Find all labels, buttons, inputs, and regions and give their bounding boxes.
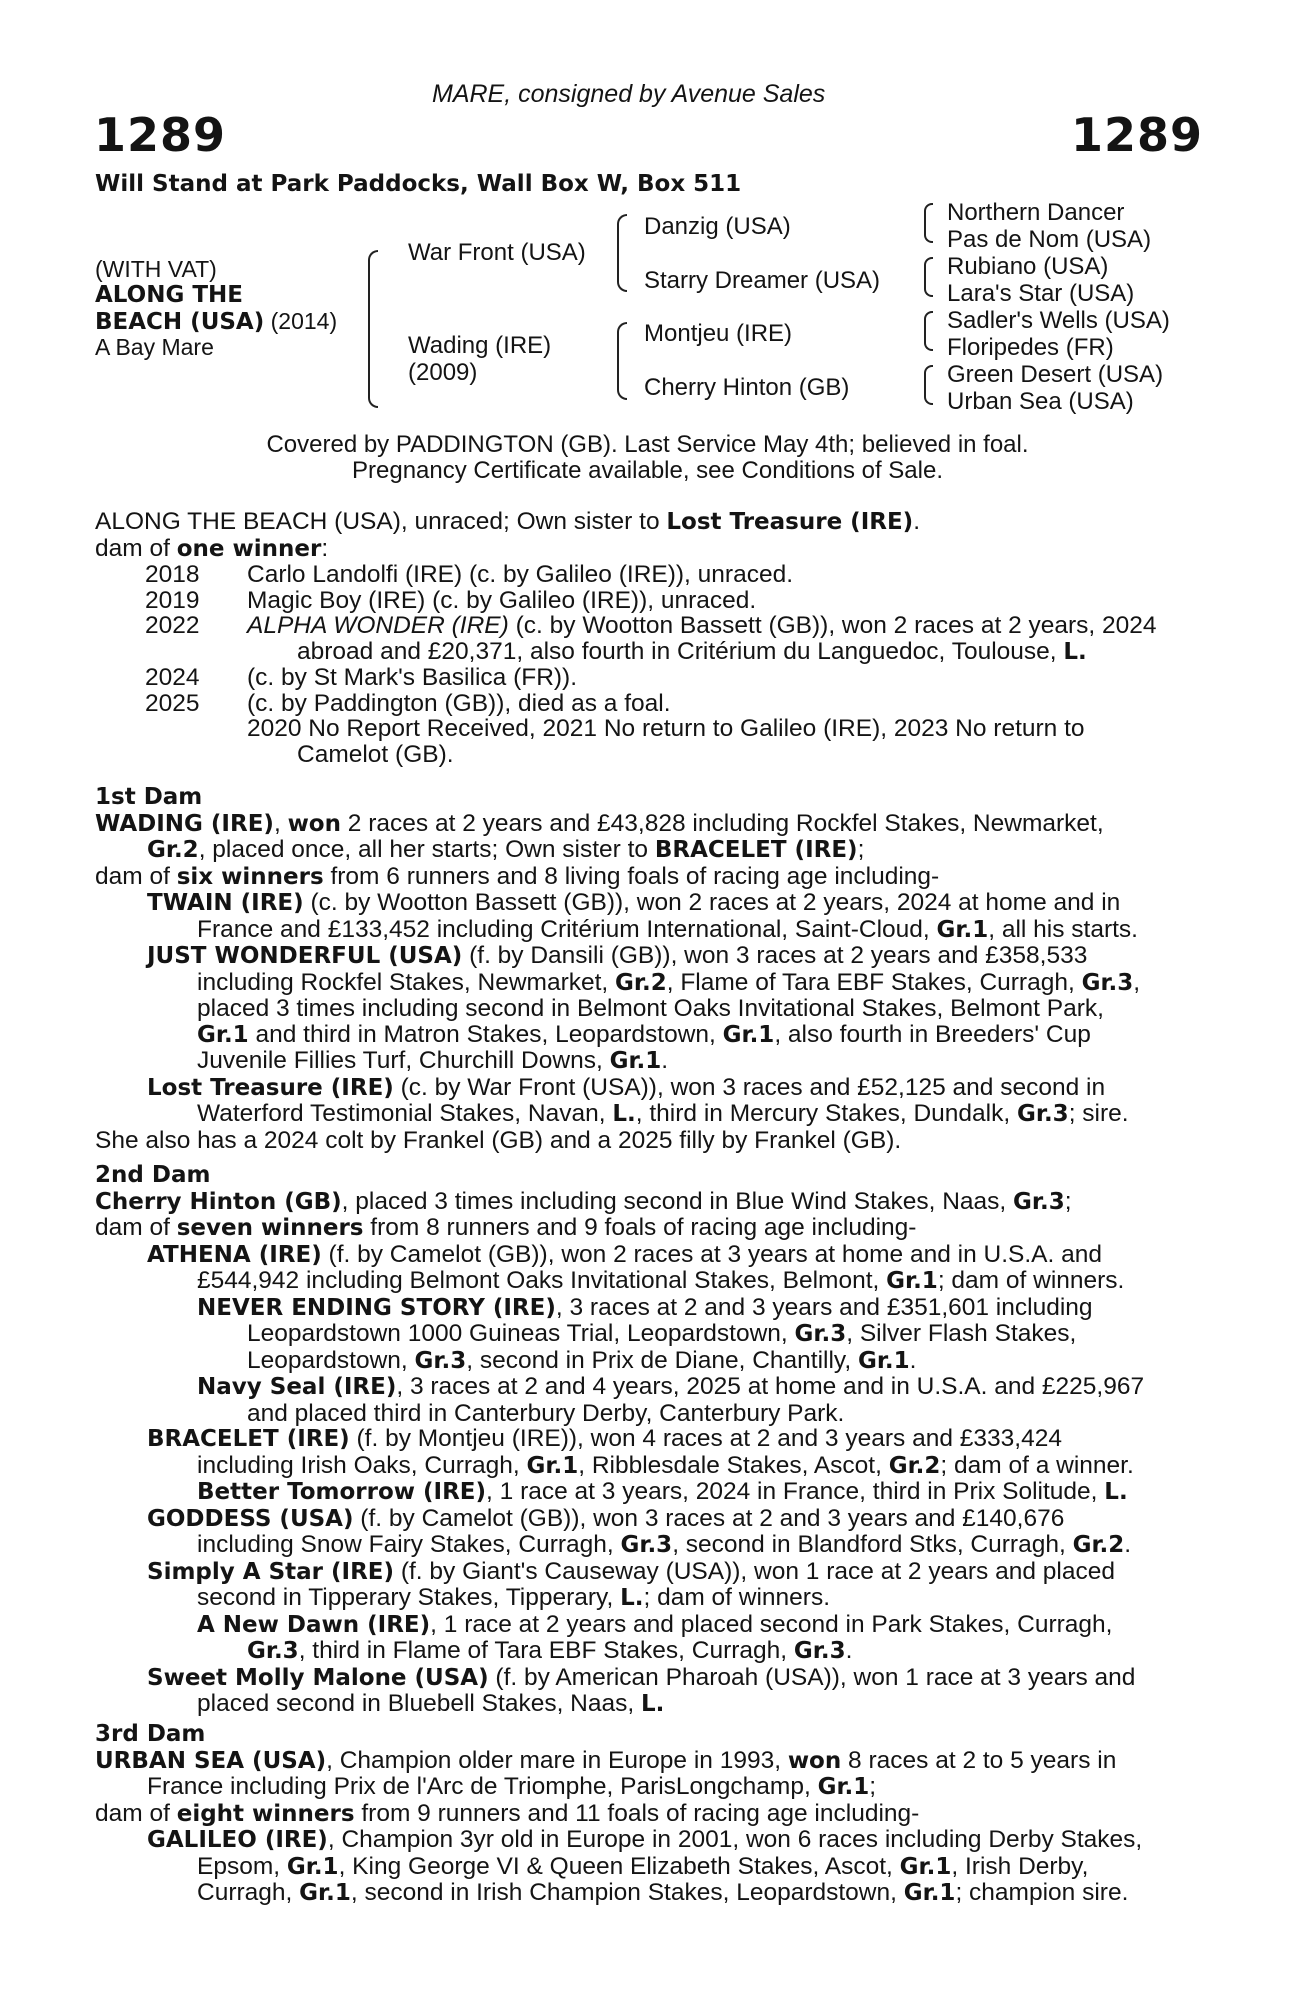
galileo-line-2: Epsom, Gr.1, King George VI & Queen Elizabeth Stakes, Ascot, Gr.1, Irish Derby, [197, 1852, 1089, 1880]
pedigree-dam-dam: Cherry Hinton (GB) [644, 374, 850, 401]
covered-line1: Covered by PADDINGTON (GB). Last Service May 4th; believed in foal. [266, 431, 1029, 458]
pedigree-brace-3a-top [924, 203, 933, 224]
pedigree-brace-3c-bottom [924, 330, 933, 351]
pedigree-ggs-2: Rubiano (USA) [947, 253, 1109, 280]
second-dam-line-1: Cherry Hinton (GB), placed 3 times including second in Blue Wind Stakes, Naas, Gr.3; [95, 1187, 1072, 1215]
pedigree-ggs-4: Green Desert (USA) [947, 361, 1164, 388]
lost-treasure-line-1: Lost Treasure (IRE) (c. by War Front (USA)), won 3 races and £52,125 and second in [147, 1073, 1106, 1101]
produce-2022-cont: abroad and £20,371, also fourth in Critérium du Languedoc, Toulouse, L. [297, 637, 1087, 665]
pedigree-brace-3d-top [924, 365, 933, 386]
horse-name-line1: ALONG THE [95, 282, 243, 308]
produce-no-report: 2020 No Report Received, 2021 No return to Galileo (IRE), 2023 No return to [247, 715, 1085, 742]
lot-number-left: 1289 [94, 108, 227, 162]
horse-name-line2-text: BEACH (USA) [95, 309, 265, 335]
third-dam-line-2: France including Prix de l'Arc de Triomphe, ParisLongchamp, Gr.1; [147, 1773, 877, 1800]
pedigree-dam-line2: (2009) [408, 359, 478, 386]
lost-treasure-line-2: Waterford Testimonial Stakes, Navan, L., third in Mercury Stakes, Dundalk, Gr.3; sire. [197, 1100, 1129, 1127]
just-wonderful-line-3: placed 3 times including second in Belmont Oaks Invitational Stakes, Belmont Park, [197, 995, 1104, 1022]
covered-line2: Pregnancy Certificate available, see Conditions of Sale. [352, 457, 943, 484]
just-wonderful-line-5: Juvenile Fillies Turf, Churchill Downs, Gr.1. [197, 1047, 669, 1074]
bracelet-line-2: including Irish Oaks, Curragh, Gr.1, Ribblesdale Stakes, Ascot, Gr.2; dam of a winner. [197, 1451, 1134, 1479]
never-ending-story-line-3: Leopardstown, Gr.3, second in Prix de Diane, Chantilly, Gr.1. [247, 1346, 917, 1374]
just-wonderful-line-4: Gr.1 and third in Matron Stakes, Leopardstown, Gr.1, also fourth in Breeders' Cup [197, 1020, 1091, 1048]
pedigree-ggd-4: Urban Sea (USA) [947, 388, 1134, 415]
horse-name-line2 [95, 308, 337, 335]
third-dam-section [95, 1722, 1190, 1907]
pedigree-brace-3b-bottom [924, 276, 933, 297]
sweet-molly-malone-line-2: placed second in Bluebell Stakes, Naas, L. [197, 1690, 665, 1717]
athena-line-2: £544,942 including Belmont Oaks Invitational Stakes, Belmont, Gr.1; dam of winners. [197, 1267, 1125, 1294]
pedigree-sire-dam: Starry Dreamer (USA) [644, 267, 881, 294]
pedigree-brace-2b-top [617, 322, 627, 362]
own-sister-name: Lost Treasure (IRE) [666, 509, 914, 535]
pedigree-brace-2b-bottom [617, 360, 627, 400]
stable-location: Will Stand at Park Paddocks, Wall Box W, Box 511 [95, 171, 742, 197]
pedigree-ggd-2: Lara's Star (USA) [947, 280, 1135, 307]
pedigree-brace-2a-bottom [617, 252, 627, 292]
twain-line-1: TWAIN (IRE) (c. by Wootton Bassett (GB)), won 2 races at 2 years, 2024 at home and in [147, 889, 1121, 916]
simply-a-star-line-1: Simply A Star (IRE) (f. by Giant's Causeway (USA)), won 1 race at 2 years and placed [147, 1557, 1115, 1585]
twain-line-2: France and £133,452 including Critérium International, Saint-Cloud, Gr.1, all his starts. [197, 915, 1138, 943]
pedigree-brace-3d-bottom [924, 384, 933, 405]
produce-2022: 2022 ALPHA WONDER (IRE) (c. by Wootton Bassett (GB)), won 2 races at 2 years, 2024 [145, 612, 1157, 639]
produce-2019: 2019 Magic Boy (IRE) (c. by Galileo (IRE)), unraced. [145, 586, 757, 614]
a-new-dawn-line-2: Gr.3, third in Flame of Tara EBF Stakes, Curragh, Gr.3. [247, 1637, 853, 1664]
third-dam-heading: 3rd Dam [95, 1721, 206, 1747]
goddess-line-1: GODDESS (USA) (f. by Camelot (GB)), won 3 races at 2 and 3 years and £140,676 [147, 1504, 1065, 1532]
first-dam-line-3: dam of six winners from 6 runners and 8 living foals of racing age including- [95, 862, 940, 890]
just-wonderful-line-1: JUST WONDERFUL (USA) (f. by Dansili (GB)), won 3 races at 2 years and £358,533 [147, 942, 1088, 969]
first-dam-heading: 1st Dam [95, 784, 203, 810]
pedigree-brace-1-top [368, 250, 378, 330]
goddess-line-2: including Snow Fairy Stakes, Curragh, Gr.3, second in Blandford Stks, Curragh, Gr.2. [197, 1531, 1132, 1558]
second-dam-section [95, 1163, 1190, 1718]
just-wonderful-line-2: including Rockfel Stakes, Newmarket, Gr.2, Flame of Tara EBF Stakes, Curragh, Gr.3, [197, 968, 1141, 996]
second-dam-heading: 2nd Dam [95, 1162, 211, 1188]
third-dam-line-1: URBAN SEA (USA), Champion older mare in Europe in 1993, won 8 races at 2 to 5 years in [95, 1746, 1117, 1774]
simply-a-star-line-2: second in Tipperary Stakes, Tipperary, L.; dam of winners. [197, 1584, 831, 1611]
pedigree-brace-3c-top [924, 311, 933, 332]
produce-record [95, 509, 1190, 767]
intro-line-2: dam of one winner: [95, 534, 329, 562]
pedigree-brace-2a-top [617, 214, 627, 254]
pedigree-ggs-3: Sadler's Wells (USA) [947, 307, 1170, 334]
produce-2024: 2024 (c. by St Mark's Basilica (FR)). [145, 664, 578, 691]
first-dam-line-2: Gr.2, placed once, all her starts; Own sister to BRACELET (IRE); [147, 836, 865, 863]
galileo-line-1: GALILEO (IRE), Champion 3yr old in Europe in 2001, won 6 races including Derby Stakes, [147, 1826, 1143, 1853]
never-ending-story-line-2: Leopardstown 1000 Guineas Trial, Leopardstown, Gr.3, Silver Flash Stakes, [247, 1320, 1077, 1347]
first-dam-section [95, 785, 1190, 1153]
pedigree-brace-3a-bottom [924, 222, 933, 243]
third-dam-line-3: dam of eight winners from 9 runners and 11 foals of racing age including- [95, 1799, 920, 1827]
horse-description: A Bay Mare [95, 334, 214, 360]
pedigree-ggd-1: Pas de Nom (USA) [947, 226, 1152, 253]
produce-no-report-cont: Camelot (GB). [297, 740, 454, 768]
consignment-subtitle: MARE, consigned by Avenue Sales [432, 80, 826, 108]
produce-2025: 2025 (c. by Paddington (GB)), died as a foal. [145, 689, 671, 717]
never-ending-story-line-1: NEVER ENDING STORY (IRE), 3 races at 2 and 3 years and £351,601 including [197, 1293, 1093, 1321]
pedigree-dam-sire: Montjeu (IRE) [644, 320, 793, 347]
athena-line-1: ATHENA (IRE) (f. by Camelot (GB)), won 2 races at 3 years at home and in U.S.A. and [147, 1240, 1102, 1268]
horse-foaling-year: (2014) [264, 308, 338, 334]
pedigree-brace-3b-top [924, 257, 933, 278]
lot-number-right: 1289 [1070, 108, 1203, 162]
pedigree-sire-sire: Danzig (USA) [644, 213, 791, 240]
pedigree-sire: War Front (USA) [408, 239, 586, 266]
pedigree-ggs-1: Northern Dancer [947, 199, 1125, 226]
first-dam-also: She also has a 2024 colt by Frankel (GB) and a 2025 filly by Frankel (GB). [95, 1126, 902, 1154]
a-new-dawn-line-1: A New Dawn (IRE), 1 race at 2 years and placed second in Park Stakes, Curragh, [197, 1610, 1113, 1638]
pedigree-dam-line1: Wading (IRE) [408, 332, 552, 359]
galileo-line-3: Curragh, Gr.1, second in Irish Champion Stakes, Leopardstown, Gr.1; champion sire. [197, 1879, 1129, 1906]
vat-note: (WITH VAT) [95, 256, 217, 282]
navy-seal-line-2: and placed third in Canterbury Derby, Canterbury Park. [247, 1399, 845, 1427]
first-dam-line-1: WADING (IRE), won 2 races at 2 years and £43,828 including Rockfel Stakes, Newmarket, [95, 809, 1104, 837]
better-tomorrow-line: Better Tomorrow (IRE), 1 race at 3 years, 2024 in France, third in Prix Solitude, L. [197, 1478, 1128, 1505]
intro-line-1: ALONG THE BEACH (USA), unraced; Own sister to Lost Treasure (IRE). [95, 508, 920, 535]
pedigree-brace-1-bottom [368, 328, 378, 408]
pedigree-ggd-3: Floripedes (FR) [947, 334, 1114, 361]
second-dam-line-2: dam of seven winners from 8 runners and 9 foals of racing age including- [95, 1214, 917, 1241]
navy-seal-line-1: Navy Seal (IRE), 3 races at 2 and 4 years, 2025 at home and in U.S.A. and £225,967 [197, 1373, 1145, 1400]
sweet-molly-malone-line-1: Sweet Molly Malone (USA) (f. by American Pharoah (USA)), won 1 race at 3 years and [147, 1663, 1136, 1691]
bracelet-line-1: BRACELET (IRE) (f. by Montjeu (IRE)), won 4 races at 2 and 3 years and £333,424 [147, 1425, 1062, 1452]
produce-2018: 2018 Carlo Landolfi (IRE) (c. by Galileo (IRE)), unraced. [145, 561, 793, 588]
